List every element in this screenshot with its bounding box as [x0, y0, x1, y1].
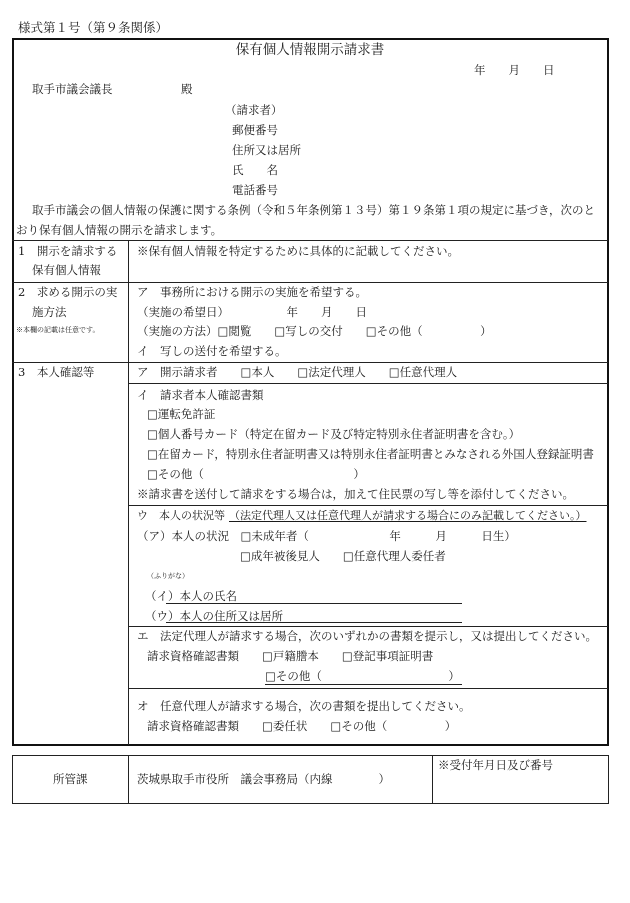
requester-name-label: 氏 名 — [232, 163, 278, 177]
date-line: 年 月 日 — [474, 63, 555, 77]
principal-address-underline — [166, 622, 462, 623]
legal-rep-docs-label: 請求資格確認書類 — [147, 649, 239, 663]
section3-label: 3 本人確認等 — [18, 365, 95, 379]
addressee-name: 取手市議会議長 — [32, 82, 113, 96]
id-documents-mail-note: ※請求書を送付して請求をする場合は，加えて住民票の写し等を添付してください。 — [137, 487, 574, 501]
row-divider — [12, 282, 608, 283]
status-option-principal-delegator: □任意代理人委任者 — [342, 549, 446, 563]
subsection-divider — [128, 505, 608, 506]
requester-type-legal-rep: □法定代理人 — [297, 365, 366, 379]
principal-address-label: （ウ）本人の住所又は居所 — [145, 609, 283, 623]
principal-name-underline — [166, 603, 462, 604]
id-doc-drivers-license: □運転免許証 — [147, 407, 216, 421]
legal-rep-other-underline — [265, 684, 462, 685]
requester-type-label: ア 開示請求者 — [137, 365, 218, 379]
section2-label-line1: 2 求める開示の実 — [18, 285, 118, 299]
principal-heading-row — [137, 509, 587, 523]
table-top-rule — [12, 240, 608, 241]
furigana-label: （ふりがな） — [147, 572, 189, 580]
requester-type-voluntary-rep: □任意代理人 — [388, 365, 458, 379]
legal-rep-doc-family-register: □戸籍謄本 — [262, 649, 319, 663]
intro-line-1: 取手市議会の個人情報の保護に関する条例（令和５年条例第１３号）第１９条第１項の規定に基づき，次のと — [32, 203, 596, 217]
principal-condition: （法定代理人又は任意代理人が請求する場合にのみ記載してください。） — [229, 509, 587, 522]
subsection-divider — [128, 688, 608, 689]
section2-optional-note: ※本欄の記載は任意です。 — [16, 326, 100, 334]
desired-date-label: （実施の希望日） — [137, 305, 229, 319]
requester-label: （請求者） — [225, 103, 283, 117]
section2-option-i: イ 写しの送付を希望する。 — [137, 344, 287, 358]
addressee-honorific: 殿 — [181, 82, 193, 96]
row-divider — [12, 362, 608, 363]
voluntary-rep-doc-other: □その他（ ） — [330, 719, 457, 733]
method-option-other: □その他（ ） — [365, 324, 492, 338]
requester-phone-label: 電話番号 — [232, 183, 278, 197]
voluntary-rep-docs-row — [147, 719, 456, 733]
form-title: 保有個人情報開示請求書 — [235, 42, 385, 58]
requester-type-self: □本人 — [240, 365, 275, 379]
method-row — [137, 324, 492, 338]
voluntary-rep-instruction: オ 任意代理人が請求する場合，次の書類を提出してください。 — [137, 699, 471, 713]
label-column-divider — [128, 240, 129, 745]
method-label: （実施の方法） — [137, 324, 218, 338]
status-option-adult-ward: □成年被後見人 — [240, 549, 320, 563]
section1-label-line2: 保有個人情報 — [32, 263, 101, 277]
id-doc-residence-card: □在留カード，特別永住者証明書又は特別永住者証明書とみなされる外国人登録証明書 — [147, 447, 594, 461]
desired-date-row — [137, 305, 367, 319]
section1-instruction: ※保有個人情報を特定するために具体的に記載してください。 — [137, 244, 459, 258]
subsection-divider — [128, 383, 608, 384]
section2-option-a: ア 事務所における開示の実施を希望する。 — [137, 285, 367, 299]
legal-rep-docs-row — [147, 649, 433, 663]
id-documents-label: イ 請求者本人確認書類 — [137, 388, 264, 402]
department-value: 茨城県取手市役所 議会事務局（内線 ） — [137, 772, 390, 786]
footer-divider — [128, 755, 129, 803]
desired-date-fields: 年 月 日 — [286, 305, 367, 319]
id-doc-other: □その他（ ） — [147, 467, 365, 481]
status-option-minor: □未成年者（ 年 月 日生） — [240, 529, 516, 543]
subsection-divider — [128, 626, 608, 627]
form-number: 様式第１号（第９条関係） — [18, 20, 169, 35]
section1-label-line1: 1 開示を請求する — [18, 244, 118, 258]
requester-postal-code-label: 郵便番号 — [232, 123, 278, 137]
department-label: 所管課 — [53, 772, 88, 786]
requester-address-label: 住所又は居所 — [232, 143, 301, 157]
principal-status-row — [137, 529, 516, 543]
principal-status-row-2 — [240, 549, 446, 563]
footer-divider — [432, 755, 433, 803]
voluntary-rep-doc-power-of-attorney: □委任状 — [262, 719, 308, 733]
legal-rep-doc-registry-certificate: □登記事項証明書 — [341, 649, 434, 663]
method-option-view: □閲覧 — [217, 324, 252, 338]
voluntary-rep-docs-label: 請求資格確認書類 — [147, 719, 239, 733]
principal-label: ウ 本人の状況等 — [137, 509, 225, 522]
receipt-label: ※受付年月日及び番号 — [438, 758, 553, 772]
principal-name-label: （イ）本人の氏名 — [145, 589, 237, 603]
id-doc-my-number-card: □個人番号カード（特定在留カード及び特定特別永住者証明書を含む。） — [147, 427, 521, 441]
legal-rep-instruction: エ 法定代理人が請求する場合，次のいずれかの書類を提示し，又は提出してください。 — [137, 629, 597, 643]
principal-status-label: （ア）本人の状況 — [137, 529, 229, 543]
method-option-copy: □写しの交付 — [274, 324, 343, 338]
intro-line-2: おり保有個人情報の開示を請求します。 — [16, 223, 223, 237]
legal-rep-doc-other: □その他（ ） — [265, 669, 460, 683]
section2-label-line2: 施方法 — [32, 305, 67, 319]
requester-type-row — [137, 365, 457, 379]
